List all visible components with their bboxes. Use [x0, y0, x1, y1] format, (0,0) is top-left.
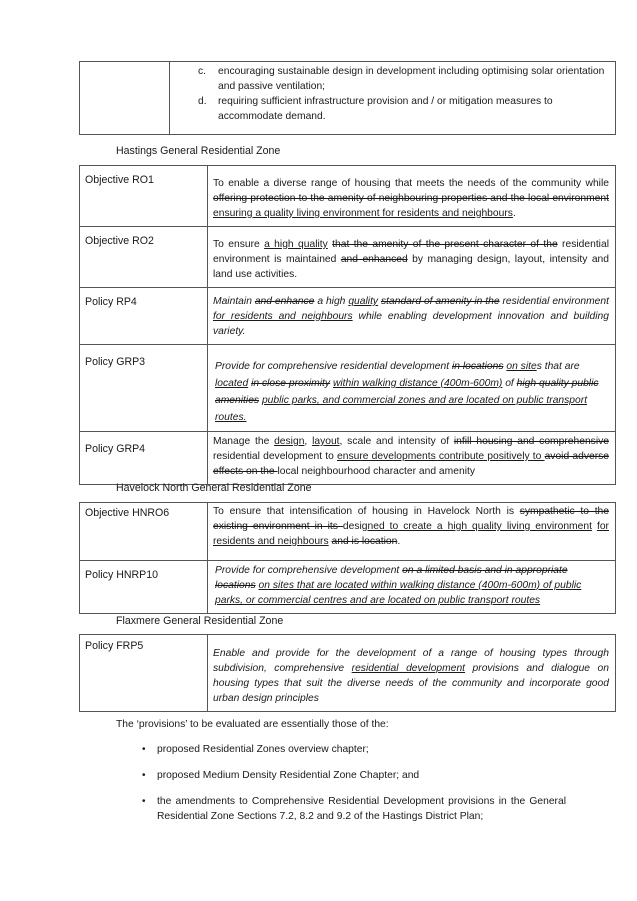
deleted-text: and enhance	[254, 296, 315, 307]
row-text	[208, 635, 616, 712]
text-run: .	[397, 536, 401, 547]
list-item	[116, 794, 566, 824]
text-run: residential environment is maintained	[213, 239, 609, 265]
text-run: s that are	[536, 361, 580, 372]
row-label: Policy GRP3	[80, 345, 208, 432]
text-run: provisions and dialogue on housing types that suit the diverse needs of the community and incorporate good urban design principles	[213, 663, 609, 704]
hastings-table	[79, 165, 616, 485]
deleted-text: that the amenity of the present character of the	[332, 239, 558, 250]
list-item	[175, 64, 609, 94]
row-text	[208, 503, 616, 561]
text-run: local neighbourhood character and amenity	[277, 466, 475, 477]
text-run: Enable and provide for the development of a range of housing types through subdivision, comprehensive	[213, 648, 609, 674]
provisions-intro: The ‘provisions’ to be evaluated are essentially those of the:	[116, 719, 389, 730]
text-run: Maintain	[213, 296, 255, 307]
list-item-text: encouraging sustainable design in development including optimising solar orientation and passive ventilation;	[218, 66, 605, 92]
text-run: a high	[314, 296, 349, 307]
list-item-text: requiring sufficient infrastructure provision and / or mitigation measures to accommodate demand.	[218, 96, 553, 122]
inserted-text: located	[215, 378, 249, 389]
deleted-text: infill housing and comprehensive	[453, 436, 609, 447]
list-marker: c.	[198, 66, 207, 77]
deleted-text: high quality public amenities	[215, 378, 599, 406]
table-row	[80, 166, 616, 227]
flaxmere-table	[79, 634, 616, 712]
text-run: .	[512, 208, 516, 219]
deleted-text: standard of amenity in the	[380, 296, 500, 307]
section-heading-flaxmere: Flaxmere General Residential Zone	[116, 615, 284, 627]
inserted-text: layout	[312, 436, 340, 447]
deleted-text: offering protection to the amenity of neighbouring properties and the local environment	[213, 193, 609, 204]
text-run: residential environment	[499, 296, 609, 307]
deleted-text: on a limited basis and in appropriate locations	[215, 565, 568, 591]
list-item-text: proposed Medium Density Residential Zone Chapter; and	[157, 770, 420, 781]
list-cell	[170, 62, 616, 135]
text-run: while enabling development innovation and building variety.	[213, 311, 609, 337]
row-label: Policy FRP5	[80, 635, 208, 712]
list-item-text: proposed Residential Zones overview chapter;	[157, 744, 369, 755]
inserted-text: ned to create a high quality living environment	[367, 521, 592, 532]
text-run: To ensure	[213, 239, 265, 250]
text-run: To enable a diverse range of housing that meets the needs of the community while	[213, 178, 609, 189]
section-heading-havelock: Havelock North General Residential Zone	[116, 482, 312, 494]
deleted-text: and enhanced	[340, 254, 408, 265]
text-run: , scale and intensity of	[339, 436, 454, 447]
inserted-text: design	[274, 436, 305, 447]
inserted-text: on sites that are located within walking distance (400m-600m) of public parks, or commercial centres and are located on public transport routes	[215, 580, 582, 606]
row-text	[208, 166, 616, 227]
list-marker: d.	[198, 96, 207, 107]
provisions-list	[116, 742, 566, 824]
table-row	[80, 345, 616, 432]
list-item	[175, 94, 609, 124]
row-label: Policy HNRP10	[80, 561, 208, 614]
deleted-text: sympathetic to the existing environment in its	[213, 506, 610, 532]
row-label: Policy GRP4	[80, 432, 208, 485]
row-text	[208, 561, 616, 614]
text-run: To ensure that intensification of housing in Havelock North is	[213, 506, 520, 517]
list-item-text: the amendments to Comprehensive Residential Development provisions in the General Residential Zone Sections 7.2, 8.2 and 9.2 of the Hastings District Plan;	[157, 796, 566, 822]
table-row	[80, 227, 616, 288]
row-label: Policy RP4	[80, 288, 208, 345]
inserted-text: ensure developments contribute positively to	[336, 451, 545, 462]
inserted-text: a high quality	[264, 239, 328, 250]
table-row	[80, 432, 616, 485]
list-item	[116, 768, 566, 783]
row-text	[208, 227, 616, 288]
deleted-text: in locations	[451, 361, 504, 372]
inserted-text: on site	[506, 361, 537, 372]
table-row	[80, 561, 616, 614]
row-text	[208, 432, 616, 485]
deleted-text: in close proximity	[251, 378, 331, 389]
row-label: Objective RO1	[80, 166, 208, 227]
list-item	[116, 742, 566, 757]
bullet-icon: •	[142, 744, 146, 755]
text-run: desig	[342, 521, 368, 532]
continuation-table	[79, 61, 616, 135]
havelock-table	[79, 502, 616, 614]
inserted-text: for residents and neighbours	[213, 311, 353, 322]
row-text	[208, 345, 616, 432]
inserted-text: residential development	[351, 663, 466, 674]
empty-label-cell	[80, 62, 170, 135]
inserted-text: ensuring a quality living environment for residents and neighbours	[213, 208, 513, 219]
text-run: Manage the	[213, 436, 275, 447]
table-row	[80, 635, 616, 712]
deleted-text: avoid adverse effects on the	[213, 451, 609, 477]
section-heading-hastings: Hastings General Residential Zone	[116, 145, 281, 157]
table-row	[80, 288, 616, 345]
row-label: Objective RO2	[80, 227, 208, 288]
row-text	[208, 288, 616, 345]
inserted-text: public parks, and commercial zones and are located on public transport routes.	[215, 395, 588, 423]
inserted-text: within walking distance (400m-600m)	[332, 378, 503, 389]
text-run: by managing design, layout, intensity and land use activities.	[213, 254, 609, 280]
text-run: Provide for comprehensive development	[215, 565, 403, 576]
table-row	[80, 503, 616, 561]
inserted-text: for residents and neighbours	[213, 521, 609, 547]
row-label: Objective HNRO6	[80, 503, 208, 561]
table-row	[80, 62, 616, 135]
text-run: residential development to	[213, 451, 337, 462]
bullet-icon: •	[142, 770, 146, 781]
inserted-text: quality	[348, 296, 379, 307]
text-run: Provide for comprehensive residential development	[215, 361, 452, 372]
bullet-icon: •	[142, 796, 146, 807]
text-run: ,	[304, 436, 313, 447]
text-run: of	[502, 378, 517, 389]
deleted-text: and is location	[331, 536, 398, 547]
